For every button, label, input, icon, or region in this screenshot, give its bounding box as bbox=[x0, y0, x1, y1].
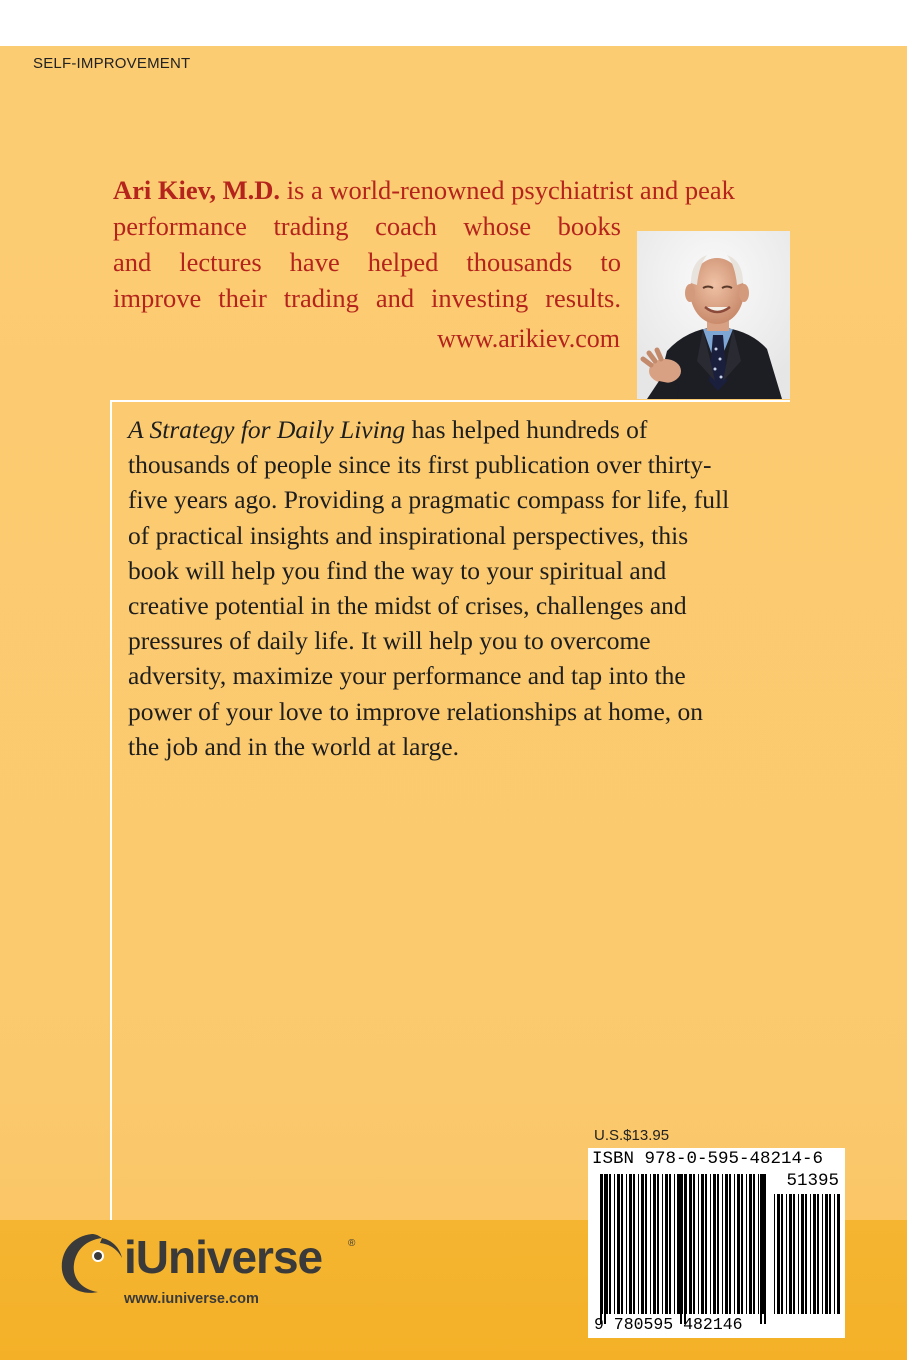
frame-left-rule bbox=[110, 400, 112, 1220]
ean-barcode-bars bbox=[588, 1148, 845, 1338]
barcode-bar bbox=[734, 1174, 735, 1314]
description-line: adversity, maximize your performance and tap into the bbox=[128, 661, 686, 691]
category-label: SELF-IMPROVEMENT bbox=[33, 55, 191, 72]
barcode-bar bbox=[829, 1194, 831, 1314]
isbn-number: ISBN 978-0-595-48214-6 bbox=[592, 1149, 824, 1169]
description-line: pressures of daily life. It will help you to overcome bbox=[128, 626, 651, 656]
description-line: A Strategy for Daily Living has helped hundreds of bbox=[128, 415, 648, 444]
registered-mark: ® bbox=[348, 1238, 356, 1249]
barcode-guard-bar bbox=[604, 1174, 606, 1324]
barcode-bar bbox=[626, 1174, 627, 1314]
barcode-bar bbox=[725, 1174, 728, 1314]
barcode-guard-bar bbox=[680, 1174, 682, 1324]
barcode-bar bbox=[825, 1194, 828, 1314]
barcode-bar bbox=[713, 1174, 716, 1314]
barcode-bar bbox=[834, 1194, 835, 1314]
author-bio-paragraph bbox=[113, 208, 621, 316]
barcode-bar bbox=[717, 1174, 719, 1314]
ean-digits: 9 780595 482146 bbox=[594, 1315, 743, 1334]
barcode-price-code: 51395 bbox=[786, 1171, 839, 1191]
barcode-bar bbox=[793, 1194, 795, 1314]
barcode-bar bbox=[677, 1174, 680, 1314]
isbn-barcode bbox=[588, 1148, 845, 1338]
frame-top-rule bbox=[110, 400, 790, 402]
barcode-bar bbox=[641, 1174, 644, 1314]
description-line: thousands of people since its first publication over thirty- bbox=[128, 450, 712, 480]
barcode-bar bbox=[789, 1194, 792, 1314]
barcode-bar bbox=[614, 1174, 615, 1314]
barcode-bar bbox=[689, 1174, 692, 1314]
barcode-bar bbox=[701, 1174, 704, 1314]
publisher-logo bbox=[58, 1228, 358, 1298]
barcode-bar bbox=[653, 1174, 656, 1314]
barcode-bar bbox=[621, 1174, 623, 1314]
barcode-bar bbox=[753, 1174, 755, 1314]
author-website-link[interactable]: www.arikiev.com bbox=[437, 324, 620, 353]
barcode-guard-bar bbox=[684, 1174, 686, 1324]
barcode-bar bbox=[822, 1194, 823, 1314]
author-portrait-image bbox=[637, 231, 790, 399]
barcode-bar bbox=[650, 1174, 651, 1314]
barcode-bar bbox=[781, 1194, 783, 1314]
barcode-bar bbox=[810, 1194, 811, 1314]
barcode-bar bbox=[758, 1174, 759, 1314]
author-bio-first-line bbox=[113, 172, 735, 208]
book-description bbox=[128, 412, 768, 764]
barcode-bar bbox=[665, 1174, 668, 1314]
barcode-bar bbox=[698, 1174, 699, 1314]
barcode-bar bbox=[617, 1174, 620, 1314]
barcode-bar bbox=[629, 1174, 632, 1314]
barcode-guard-bar bbox=[764, 1174, 766, 1324]
barcode-bar bbox=[813, 1194, 816, 1314]
barcode-bar bbox=[746, 1174, 747, 1314]
barcode-bar bbox=[633, 1174, 635, 1314]
publisher-logo-text: iUniverse bbox=[124, 1231, 323, 1283]
barcode-bar bbox=[705, 1174, 707, 1314]
barcode-guard-bar bbox=[760, 1174, 762, 1324]
barcode-guard-bar bbox=[600, 1174, 602, 1324]
barcode-bar bbox=[662, 1174, 663, 1314]
barcode-bar bbox=[609, 1174, 611, 1314]
barcode-bar bbox=[710, 1174, 711, 1314]
barcode-bar bbox=[805, 1194, 807, 1314]
barcode-bar bbox=[729, 1174, 731, 1314]
author-bio-line: improve their trading and investing results. bbox=[113, 283, 621, 313]
barcode-bar bbox=[638, 1174, 639, 1314]
barcode-bar bbox=[777, 1194, 780, 1314]
publisher-url[interactable]: www.iuniverse.com bbox=[124, 1291, 259, 1307]
barcode-bar bbox=[669, 1174, 671, 1314]
book-title: A Strategy for Daily Living bbox=[128, 415, 406, 444]
barcode-bar bbox=[722, 1174, 723, 1314]
iuniverse-swoosh-icon bbox=[58, 1228, 128, 1298]
barcode-bar bbox=[801, 1194, 804, 1314]
barcode-bar bbox=[774, 1194, 775, 1314]
barcode-bar bbox=[645, 1174, 647, 1314]
description-line: creative potential in the midst of crises, challenges and bbox=[128, 591, 687, 621]
author-photo bbox=[637, 231, 790, 399]
barcode-bar bbox=[817, 1194, 819, 1314]
description-line: power of your love to improve relationships at home, on bbox=[128, 696, 704, 726]
barcode-bar bbox=[837, 1194, 840, 1314]
description-line: the job and in the world at large. bbox=[128, 731, 459, 761]
author-bio-line: performance trading coach whose books bbox=[113, 211, 621, 241]
description-line: book will help you find the way to your spiritual and bbox=[128, 555, 667, 585]
description-line: five years ago. Providing a pragmatic compass for life, full bbox=[128, 485, 730, 515]
barcode-bar bbox=[786, 1194, 787, 1314]
description-line: of practical insights and inspirational perspectives, this bbox=[128, 520, 689, 550]
top-white-strip bbox=[0, 0, 907, 46]
barcode-bar bbox=[798, 1194, 799, 1314]
barcode-bar bbox=[686, 1174, 687, 1314]
barcode-bar bbox=[674, 1174, 675, 1314]
barcode-bar bbox=[657, 1174, 659, 1314]
barcode-bar bbox=[749, 1174, 752, 1314]
author-name: Ari Kiev, M.D. bbox=[113, 175, 281, 205]
barcode-bar bbox=[693, 1174, 695, 1314]
author-bio-line: and lectures have helped thousands to bbox=[113, 247, 621, 277]
price-label: U.S.$13.95 bbox=[594, 1127, 670, 1144]
barcode-bar bbox=[737, 1174, 740, 1314]
barcode-bar bbox=[741, 1174, 743, 1314]
barcode-bar bbox=[602, 1174, 603, 1314]
author-bio-text: is a world-renowned psychiatrist and peak bbox=[280, 175, 735, 205]
